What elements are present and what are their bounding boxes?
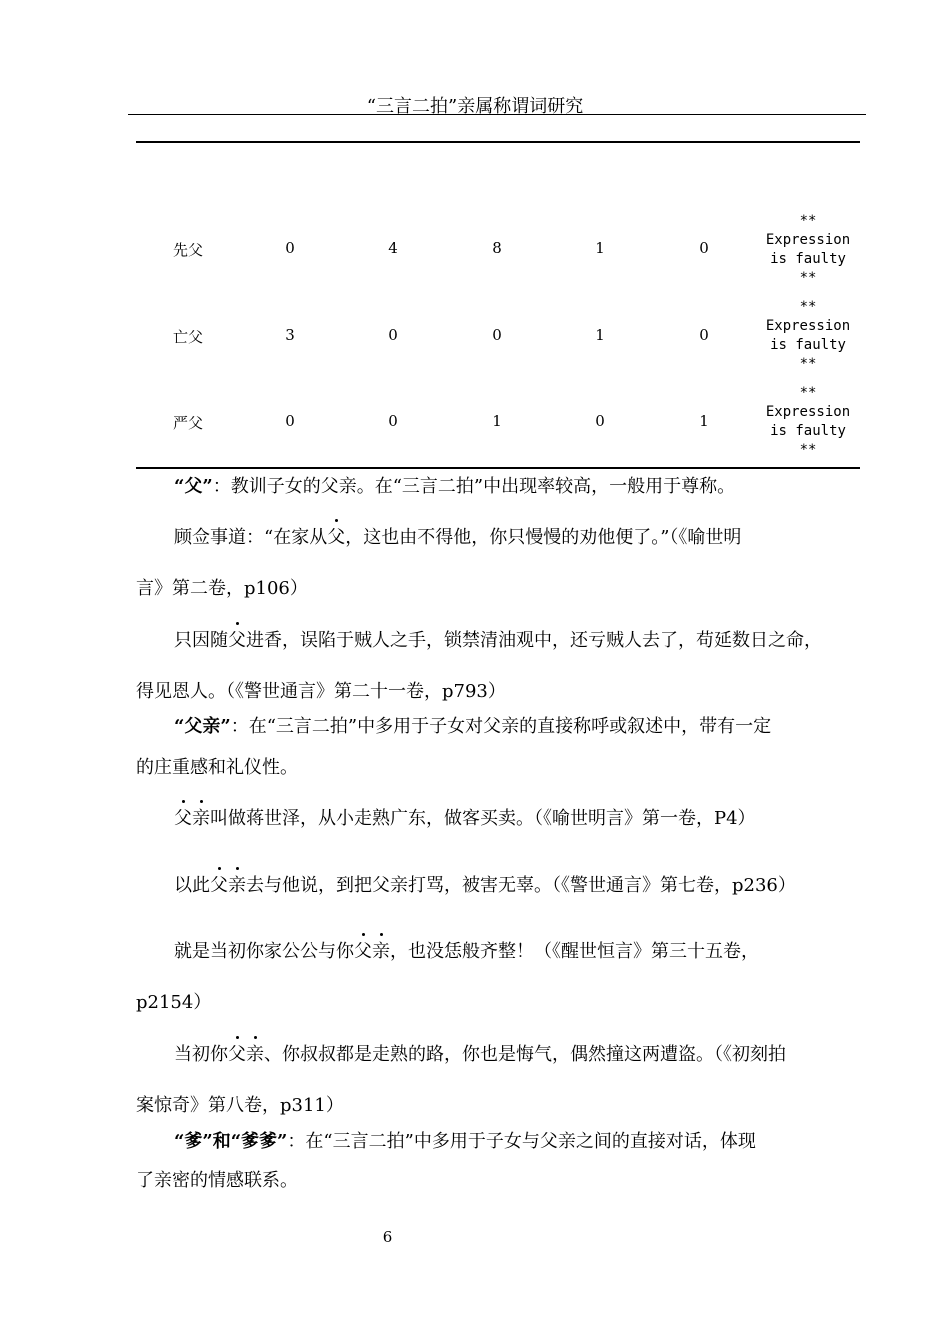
dotted-character: 父	[210, 875, 228, 896]
example-quote: 父亲叫做蒋世泽，从小走熟广东，做客买卖。（《喻世明言》第一卷，P4）	[174, 808, 756, 829]
definition-paragraph-fu	[174, 476, 902, 498]
example-quote: 以此父亲去与他说，到把父亲打骂，被害无辜。（《警世通言》第七卷，p236）	[174, 875, 796, 896]
dotted-character: 亲	[372, 941, 390, 962]
example-quote: 只因随父进香，误陷于贼人之手，锁禁清油观中，还亏贼人去了，苟延数日之命，	[174, 630, 822, 651]
emphasis-dot-mark	[174, 808, 210, 829]
table-cell: 1	[595, 239, 605, 257]
table-cell-term: 先父	[172, 241, 203, 259]
term-heading: “爹”和“爹爹”	[174, 1131, 288, 1152]
emphasis-dot-mark: 父	[228, 630, 246, 651]
dotted-character: 父	[174, 808, 192, 829]
header-rule	[128, 114, 866, 115]
table-bottom-rule	[136, 467, 860, 469]
running-header: “三言二拍”亲属称谓词研究	[366, 96, 584, 117]
table-cell: 0	[388, 326, 398, 344]
table-cell: 0	[492, 326, 502, 344]
emphasis-dot-mark	[210, 875, 246, 896]
table-top-rule	[136, 141, 860, 143]
dotted-character: 父	[354, 941, 372, 962]
table-cell: 8	[492, 239, 502, 257]
example-quote: 当初你父亲、你叔叔都是走熟的路，你也是悔气，偶然撞这两遭盗。（《初刻拍	[174, 1044, 786, 1065]
dotted-character: 亲	[192, 808, 210, 829]
table-cell: 0	[285, 239, 295, 257]
dotted-character: 亲	[246, 1044, 264, 1065]
definition-text-continued: 的庄重感和礼仪性。	[136, 757, 298, 778]
table-cell-error: ** Expression is faulty **	[765, 385, 851, 458]
example-quote-continued: 案惊奇》第八卷，p311）	[136, 1095, 344, 1116]
definition-paragraph-fuqin: “父亲”：在“三言二拍”中多用于子女对父亲的直接称呼或叙述中，带有一定	[174, 716, 772, 737]
table-cell: 0	[699, 326, 709, 344]
table-cell-term: 亡父	[172, 328, 203, 346]
definition-paragraph-die: “爹”和“爹爹”：在“三言二拍”中多用于子女与父亲之间的直接对话，体现	[174, 1131, 756, 1152]
page-number: 6	[382, 1228, 393, 1246]
example-quote-continued: 言》第二卷，p106）	[136, 578, 308, 599]
table-cell-term: 严父	[172, 414, 203, 432]
table-cell: 4	[388, 239, 398, 257]
table-cell: 0	[699, 239, 709, 257]
table-cell: 1	[595, 326, 605, 344]
term-heading: “父”	[174, 476, 213, 497]
definition-text: ：教训子女的父亲。在“三言二拍”中出现率较高，一般用于尊称。	[212, 476, 736, 497]
emphasis-dot-mark: 父	[327, 527, 346, 548]
table-cell: 1	[699, 412, 709, 430]
dotted-character: 亲	[228, 875, 246, 896]
emphasis-dot-mark	[354, 941, 390, 962]
table-cell-error: ** Expression is faulty **	[765, 299, 851, 372]
emphasis-dot-mark	[228, 1044, 264, 1065]
table-cell: 0	[285, 412, 295, 430]
definition-text-continued: 了亲密的情感联系。	[136, 1170, 298, 1191]
table-cell: 0	[595, 412, 605, 430]
example-quote: 就是当初你家公公与你父亲，也没恁般齐整！（《醒世恒言》第三十五卷，	[174, 941, 759, 962]
term-heading: “父亲”	[174, 716, 231, 737]
table-cell: 0	[388, 412, 398, 430]
table-cell-error: ** Expression is faulty **	[765, 213, 851, 286]
example-quote-continued: p2154）	[136, 992, 212, 1013]
example-quote-continued: 得见恩人。（《警世通言》第二十一卷，p793）	[136, 681, 506, 702]
example-quote: 顾佥事道：“在家从父，这也由不得他，你只慢慢的劝他便了。”（《喻世明	[174, 527, 742, 548]
table-cell: 3	[285, 326, 295, 344]
table-cell: 1	[492, 412, 502, 430]
dotted-character: 父	[228, 1044, 246, 1065]
